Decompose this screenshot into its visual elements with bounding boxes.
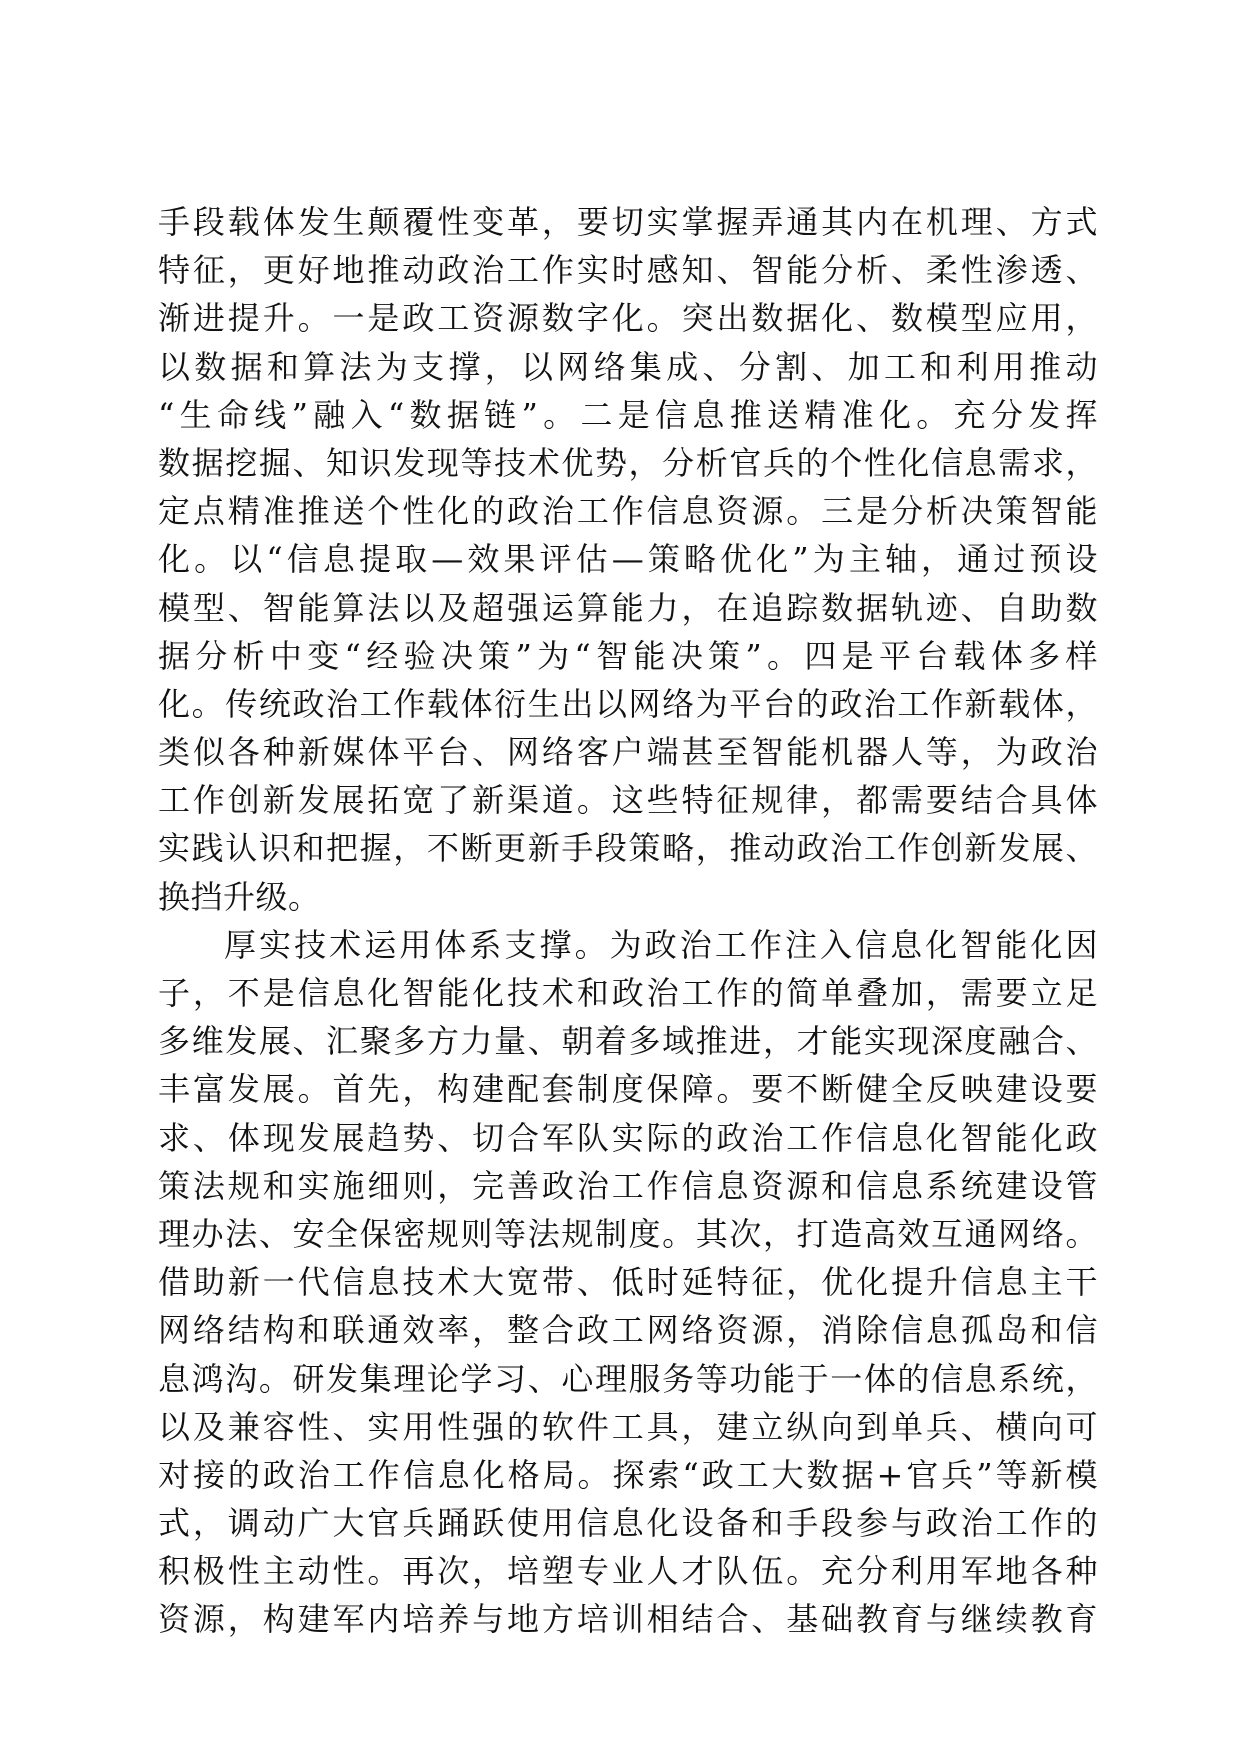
text-line: 厚实技术运用体系支撑。为政治工作注入信息化智能化因: [224, 925, 1098, 964]
text-line: 渐进提升。一是政工资源数字化。突出数据化、数模型应用，: [158, 299, 1098, 338]
text-line: 多维发展、汇聚多方力量、朝着多域推进，才能实现深度融合、: [158, 1022, 1098, 1061]
paragraph-1: [158, 198, 1098, 921]
text-line: 化。以“信息提取—效果评估—策略优化”为主轴，通过预设: [158, 540, 1098, 579]
text-line: 据分析中变“经验决策”为“智能决策”。四是平台载体多样: [158, 636, 1098, 675]
text-line: 子，不是信息化智能化技术和政治工作的简单叠加，需要立足: [158, 974, 1098, 1012]
text-line: 类似各种新媒体平台、网络客户端甚至智能机器人等，为政治: [158, 733, 1098, 772]
text-line: 网络结构和联通效率，整合政工网络资源，消除信息孤岛和信: [158, 1311, 1098, 1350]
text-line: 策法规和实施细则，完善政治工作信息资源和信息系统建设管: [158, 1166, 1098, 1205]
text-line: 借助新一代信息技术大宽带、低时延特征，优化提升信息主干: [158, 1263, 1098, 1302]
text-line: 数据挖掘、知识发现等技术优势，分析官兵的个性化信息需求，: [158, 443, 1098, 482]
text-line: 以及兼容性、实用性强的软件工具，建立纵向到单兵、横向可: [158, 1407, 1098, 1446]
text-line: 定点精准推送个性化的政治工作信息资源。三是分析决策智能: [158, 492, 1098, 531]
text-line: 式，调动广大官兵踊跃使用信息化设备和手段参与政治工作的: [158, 1504, 1098, 1543]
text-line: 以数据和算法为支撑，以网络集成、分割、加工和利用推动: [158, 347, 1098, 386]
body-text: [158, 198, 1098, 1644]
text-line: 工作创新发展拓宽了新渠道。这些特征规律，都需要结合具体: [158, 781, 1098, 820]
text-line: 丰富发展。首先，构建配套制度保障。要不断健全反映建设要: [158, 1070, 1098, 1109]
text-line: 换挡升级。: [158, 877, 321, 916]
text-line: 资源，构建军内培养与地方培训相结合、基础教育与继续教育: [158, 1600, 1098, 1639]
text-line: 化。传统政治工作载体衍生出以网络为平台的政治工作新载体，: [158, 684, 1098, 723]
paragraph-2: [158, 921, 1098, 1644]
text-line: 手段载体发生颠覆性变革，要切实掌握弄通其内在机理、方式: [158, 203, 1098, 241]
text-line: “生命线”融入“数据链”。二是信息推送精准化。充分发挥: [158, 395, 1098, 434]
text-line: 求、体现发展趋势、切合军队实际的政治工作信息化智能化政: [158, 1118, 1098, 1157]
text-line: 理办法、安全保密规则等法规制度。其次，打造高效互通网络。: [158, 1214, 1098, 1253]
text-line: 实践认识和把握，不断更新手段策略，推动政治工作创新发展、: [158, 829, 1098, 868]
text-line: 模型、智能算法以及超强运算能力，在追踪数据轨迹、自助数: [158, 588, 1098, 627]
text-line: 特征，更好地推动政治工作实时感知、智能分析、柔性渗透、: [158, 251, 1098, 290]
text-line: 息鸿沟。研发集理论学习、心理服务等功能于一体的信息系统，: [158, 1359, 1098, 1398]
text-line: 积极性主动性。再次，培塑专业人才队伍。充分利用军地各种: [158, 1552, 1098, 1591]
text-line: 对接的政治工作信息化格局。探索“政工大数据+官兵”等新模: [158, 1455, 1098, 1494]
